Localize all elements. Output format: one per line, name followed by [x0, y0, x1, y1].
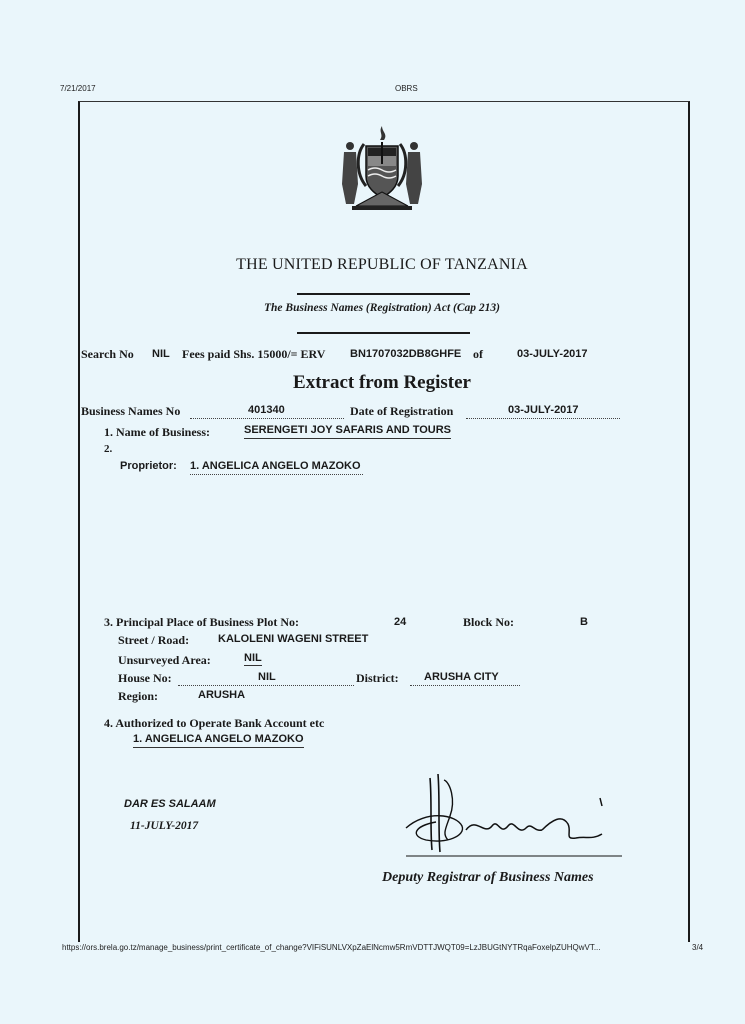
print-page-number: 3/4: [692, 943, 704, 952]
house-no-value: NIL: [258, 671, 276, 683]
district-field: [410, 670, 520, 686]
signatory-title: Deputy Registrar of Business Names: [382, 870, 594, 885]
district-label: District:: [356, 671, 399, 685]
country-title: THE UNITED REPUBLIC OF TANZANIA: [236, 256, 528, 273]
plot-no-value: 24: [394, 616, 407, 628]
print-url: https://ors.brela.go.tz/manage_business/print_certificate_of_change?VIFiSUNLVXpZaElNcmw5RmVDTTJWQT09=LzJBUGtNYTRqaFoxelpZUHQwVT...: [62, 943, 601, 952]
business-no-value: 401340: [248, 404, 285, 416]
plot-no-label: 3. Principal Place of Business Plot No:: [104, 615, 299, 629]
act-reference: The Business Names (Registration) Act (Cap 213): [264, 302, 500, 314]
erv-number: BN1707032DB8GHFE: [350, 348, 462, 360]
unsurveyed-value: NIL: [244, 652, 262, 664]
business-name-value: SERENGETI JOY SAFARIS AND TOURS: [244, 424, 451, 439]
region-value: ARUSHA: [198, 689, 246, 701]
reg-date-value: 03-JULY-2017: [508, 404, 579, 416]
reg-date-label: Date of Registration: [350, 404, 454, 418]
house-no-label: House No:: [118, 671, 172, 685]
extract-title: Extract from Register: [293, 372, 471, 393]
act-divider: [297, 332, 470, 334]
proprietor-label: Proprietor:: [120, 460, 177, 472]
item-2-number: 2.: [104, 443, 113, 455]
district-value: ARUSHA CITY: [424, 671, 499, 683]
registrar-signature: [396, 770, 632, 862]
search-date: 03-JULY-2017: [517, 348, 588, 360]
print-date: 7/21/2017: [60, 84, 96, 93]
title-divider: [297, 293, 470, 295]
street-label: Street / Road:: [118, 633, 190, 647]
fees-label: Fees paid Shs. 15000/= ERV: [182, 347, 326, 361]
search-no-label: Search No: [81, 347, 134, 361]
print-site-title: OBRS: [395, 84, 418, 93]
block-no-label: Block No:: [463, 615, 514, 629]
proprietor-value: 1. ANGELICA ANGELO MAZOKO: [190, 460, 363, 475]
issue-date: 11-JULY-2017: [130, 820, 199, 832]
search-no-value: NIL: [152, 348, 170, 360]
business-no-label: Business Names No: [81, 404, 181, 418]
of-label: of: [473, 347, 483, 361]
street-value: KALOLENI WAGENI STREET: [218, 633, 369, 645]
issue-place: DAR ES SALAAM: [124, 798, 216, 810]
reg-date-field: [466, 403, 620, 419]
house-no-field: [178, 670, 354, 686]
business-name-label: 1. Name of Business:: [104, 425, 211, 439]
region-label: Region:: [118, 689, 158, 703]
business-no-field: [190, 403, 344, 419]
authorized-value: 1. ANGELICA ANGELO MAZOKO: [133, 733, 304, 748]
authorized-label: 4. Authorized to Operate Bank Account etc: [104, 716, 325, 730]
block-no-value: B: [580, 616, 588, 628]
coat-of-arms-emblem: [338, 124, 426, 214]
unsurveyed-label: Unsurveyed Area:: [118, 653, 211, 667]
